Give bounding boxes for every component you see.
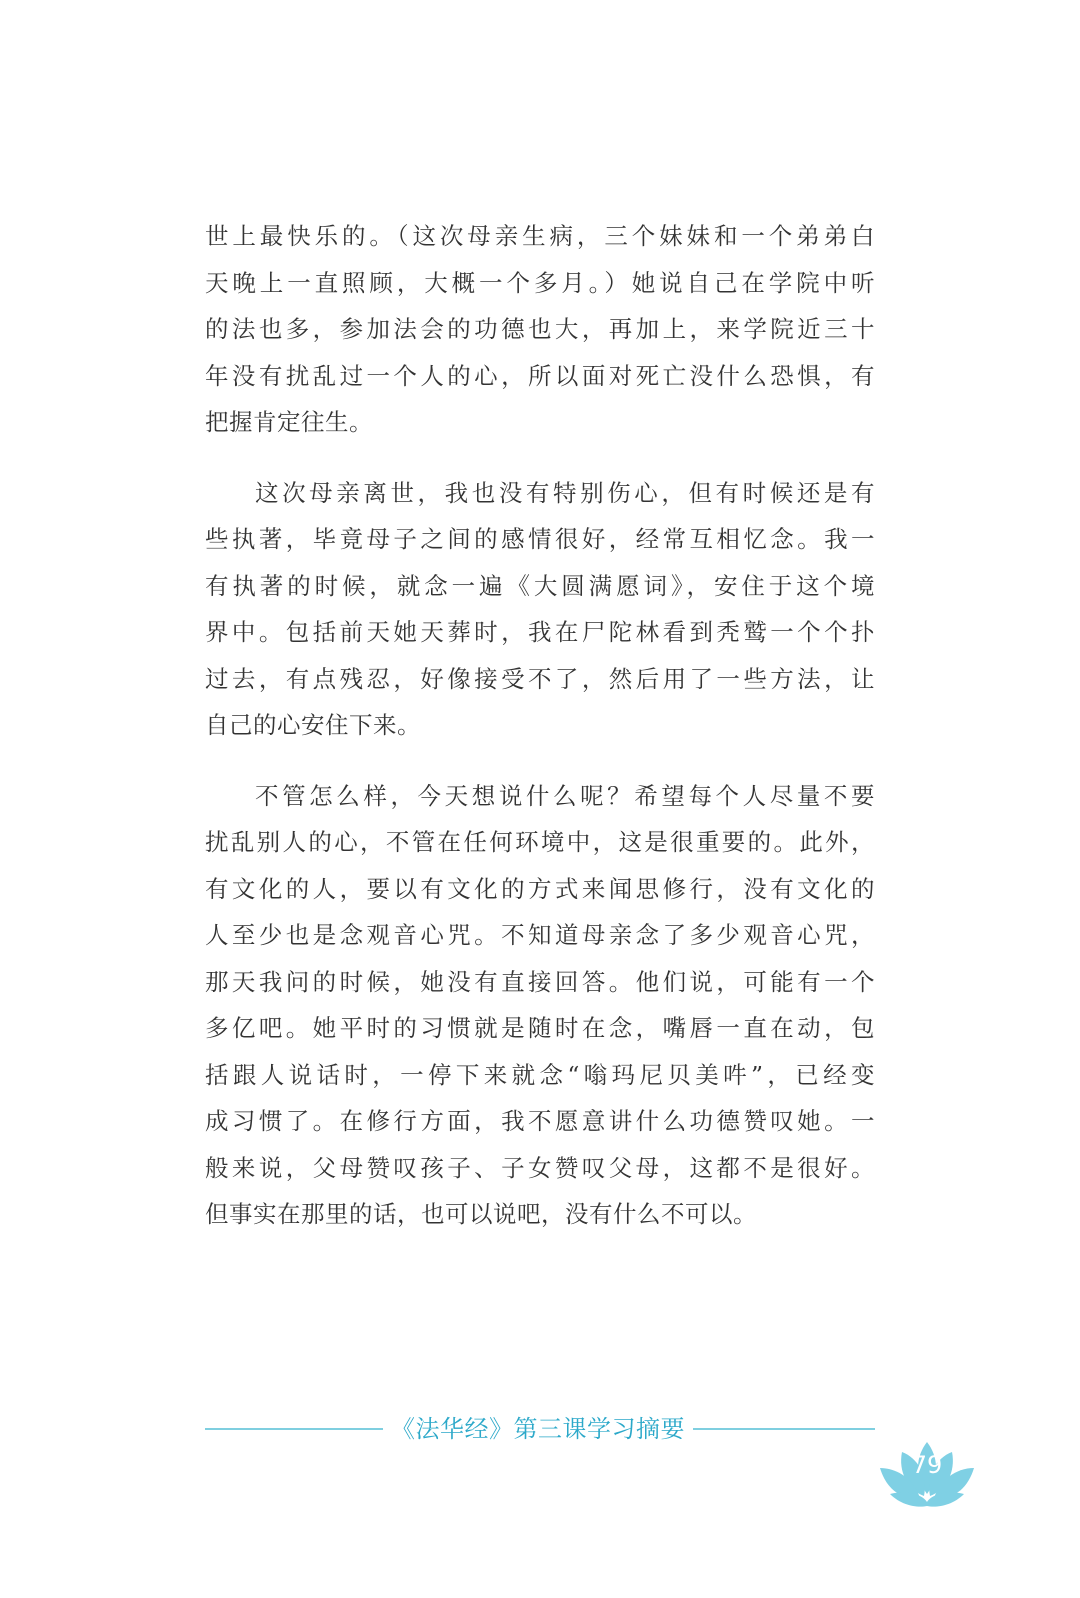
footer-title: 《法华经》第三课学习摘要 bbox=[391, 1415, 685, 1443]
text-line: 天晚上一直照顾，大概一个多月。）她说自己在学院中听 bbox=[205, 268, 875, 297]
text-line: 不管怎么样，今天想说什么呢？希望每个人尽量不要 bbox=[255, 781, 875, 810]
text-line: 世上最快乐的。（这次母亲生病，三个妹妹和一个弟弟白 bbox=[205, 222, 875, 250]
running-footer bbox=[205, 1412, 875, 1446]
text-line: 界中。包括前天她天葬时，我在尸陀林看到秃鹫一个个扑 bbox=[205, 618, 875, 646]
text-line: 扰乱别人的心，不管在任何环境中，这是很重要的。此外， bbox=[205, 828, 875, 856]
text-line: 有文化的人，要以有文化的方式来闻思修行，没有文化的 bbox=[205, 874, 875, 903]
text-line: 把握肯定往生。 bbox=[205, 408, 373, 436]
text-line: 但事实在那里的话，也可以说吧，没有什么不可以。 bbox=[205, 1200, 757, 1228]
body-text bbox=[205, 213, 875, 1238]
text-line: 那天我问的时候，她没有直接回答。他们说，可能有一个 bbox=[205, 967, 875, 996]
paragraph bbox=[205, 470, 875, 749]
text-line: 年没有扰乱过一个人的心，所以面对死亡没什么恐惧，有 bbox=[205, 361, 875, 390]
footer-rule-right bbox=[693, 1428, 875, 1430]
text-line: 过去，有点残忍，好像接受不了，然后用了一些方法，让 bbox=[205, 664, 875, 693]
text-line: 些执著，毕竟母子之间的感情很好，经常互相忆念。我一 bbox=[205, 525, 875, 553]
text-line: 有执著的时候，就念一遍《大圆满愿词》，安住于这个境 bbox=[205, 571, 875, 600]
text-line: 括跟人说话时，一停下来就念“嗡玛尼贝美吽”，已经变 bbox=[205, 1060, 875, 1089]
text-line: 般来说，父母赞叹孩子、子女赞叹父母，这都不是很好。 bbox=[205, 1153, 875, 1182]
text-line: 成习惯了。在修行方面，我不愿意讲什么功德赞叹她。一 bbox=[205, 1107, 875, 1135]
page-number: 79 bbox=[911, 1451, 943, 1479]
text-line: 多亿吧。她平时的习惯就是随时在念，嘴唇一直在动，包 bbox=[205, 1014, 875, 1042]
paragraph-gap bbox=[205, 446, 875, 470]
paragraph bbox=[205, 773, 875, 1238]
text-line: 自己的心安住下来。 bbox=[205, 711, 421, 739]
text-line: 人至少也是念观音心咒。不知道母亲念了多少观音心咒， bbox=[205, 921, 875, 949]
text-line: 的法也多，参加法会的功德也大，再加上，来学院近三十 bbox=[205, 315, 875, 343]
paragraph-gap bbox=[205, 749, 875, 773]
footer-rule-left bbox=[205, 1428, 383, 1430]
text-line: 这次母亲离世，我也没有特别伤心，但有时候还是有 bbox=[255, 478, 875, 507]
paragraph bbox=[205, 213, 875, 446]
